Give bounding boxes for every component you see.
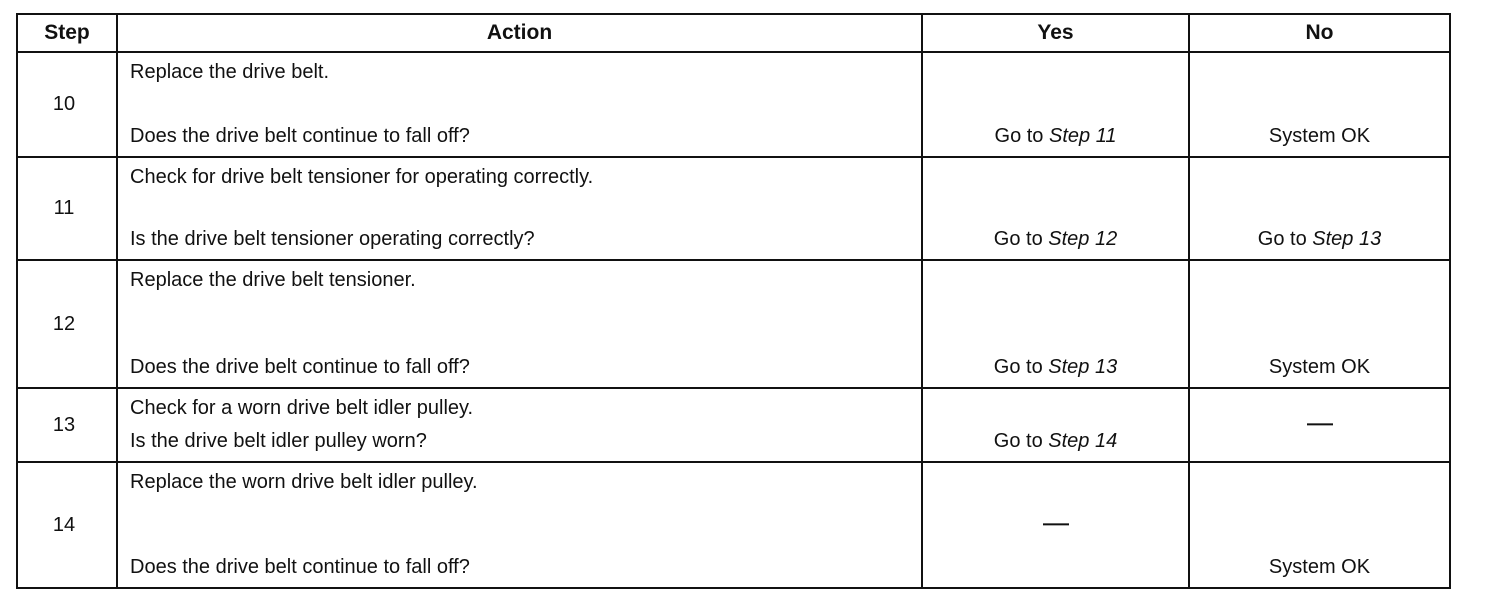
action-question: Is the drive belt tensioner operating correctly? (130, 228, 535, 250)
table-row (17, 260, 1450, 388)
yes-result (923, 125, 1188, 148)
table-row (17, 52, 1450, 157)
yes-step-ref: Step 13 (1048, 356, 1118, 378)
yes-result (923, 512, 1188, 535)
action-cell (117, 260, 922, 388)
action-cell (117, 52, 922, 157)
yes-prefix: Go to (993, 430, 1043, 452)
action-cell (117, 157, 922, 260)
action-instruction: Replace the drive belt. (130, 61, 330, 83)
table-row (17, 462, 1450, 588)
yes-prefix: Go to (993, 356, 1043, 378)
action-question: Does the drive belt continue to fall off? (130, 125, 470, 147)
yes-result (923, 228, 1188, 251)
table-row (17, 388, 1450, 462)
no-result: System OK (1268, 356, 1371, 378)
step-number: 12 (17, 260, 117, 388)
yes-step-ref: Step 12 (1048, 228, 1118, 250)
dash-icon (1043, 523, 1069, 525)
step-number: 11 (17, 157, 117, 260)
action-cell (117, 388, 922, 462)
header-yes: Yes (922, 14, 1189, 52)
action-question: Does the drive belt continue to fall off? (130, 556, 470, 578)
yes-result (923, 430, 1188, 453)
no-result: System OK (1268, 556, 1371, 578)
dash-icon (1307, 423, 1333, 425)
header-action: Action (117, 14, 922, 52)
diagnostic-table (16, 13, 1451, 589)
no-cell (1189, 260, 1450, 388)
no-cell (1189, 462, 1450, 588)
yes-prefix: Go to (994, 125, 1044, 147)
action-instruction: Replace the worn drive belt idler pulley. (130, 471, 478, 493)
step-number: 14 (17, 462, 117, 588)
action-question: Is the drive belt idler pulley worn? (130, 430, 427, 452)
yes-cell (922, 388, 1189, 462)
no-result (1190, 412, 1449, 435)
no-cell (1189, 388, 1450, 462)
no-result: System OK (1268, 125, 1371, 147)
header-row (17, 14, 1450, 52)
table-row (17, 157, 1450, 260)
yes-cell (922, 157, 1189, 260)
no-cell (1189, 52, 1450, 157)
no-step-ref: Step 13 (1312, 228, 1382, 250)
yes-cell (922, 260, 1189, 388)
header-step: Step (17, 14, 117, 52)
yes-cell (922, 52, 1189, 157)
header-no: No (1189, 14, 1450, 52)
action-cell (117, 462, 922, 588)
no-cell (1189, 157, 1450, 260)
yes-step-ref: Step 11 (1049, 125, 1117, 147)
action-question: Does the drive belt continue to fall off? (130, 356, 470, 378)
action-instruction: Check for drive belt tensioner for operating correctly. (130, 166, 594, 188)
action-instruction: Replace the drive belt tensioner. (130, 269, 416, 291)
yes-prefix: Go to (993, 228, 1043, 250)
action-instruction: Check for a worn drive belt idler pulley. (130, 397, 474, 419)
no-result (1190, 228, 1449, 251)
step-number: 13 (17, 388, 117, 462)
yes-cell (922, 462, 1189, 588)
step-number: 10 (17, 52, 117, 157)
no-prefix: Go to (1257, 228, 1307, 250)
yes-step-ref: Step 14 (1048, 430, 1118, 452)
yes-result (923, 356, 1188, 379)
